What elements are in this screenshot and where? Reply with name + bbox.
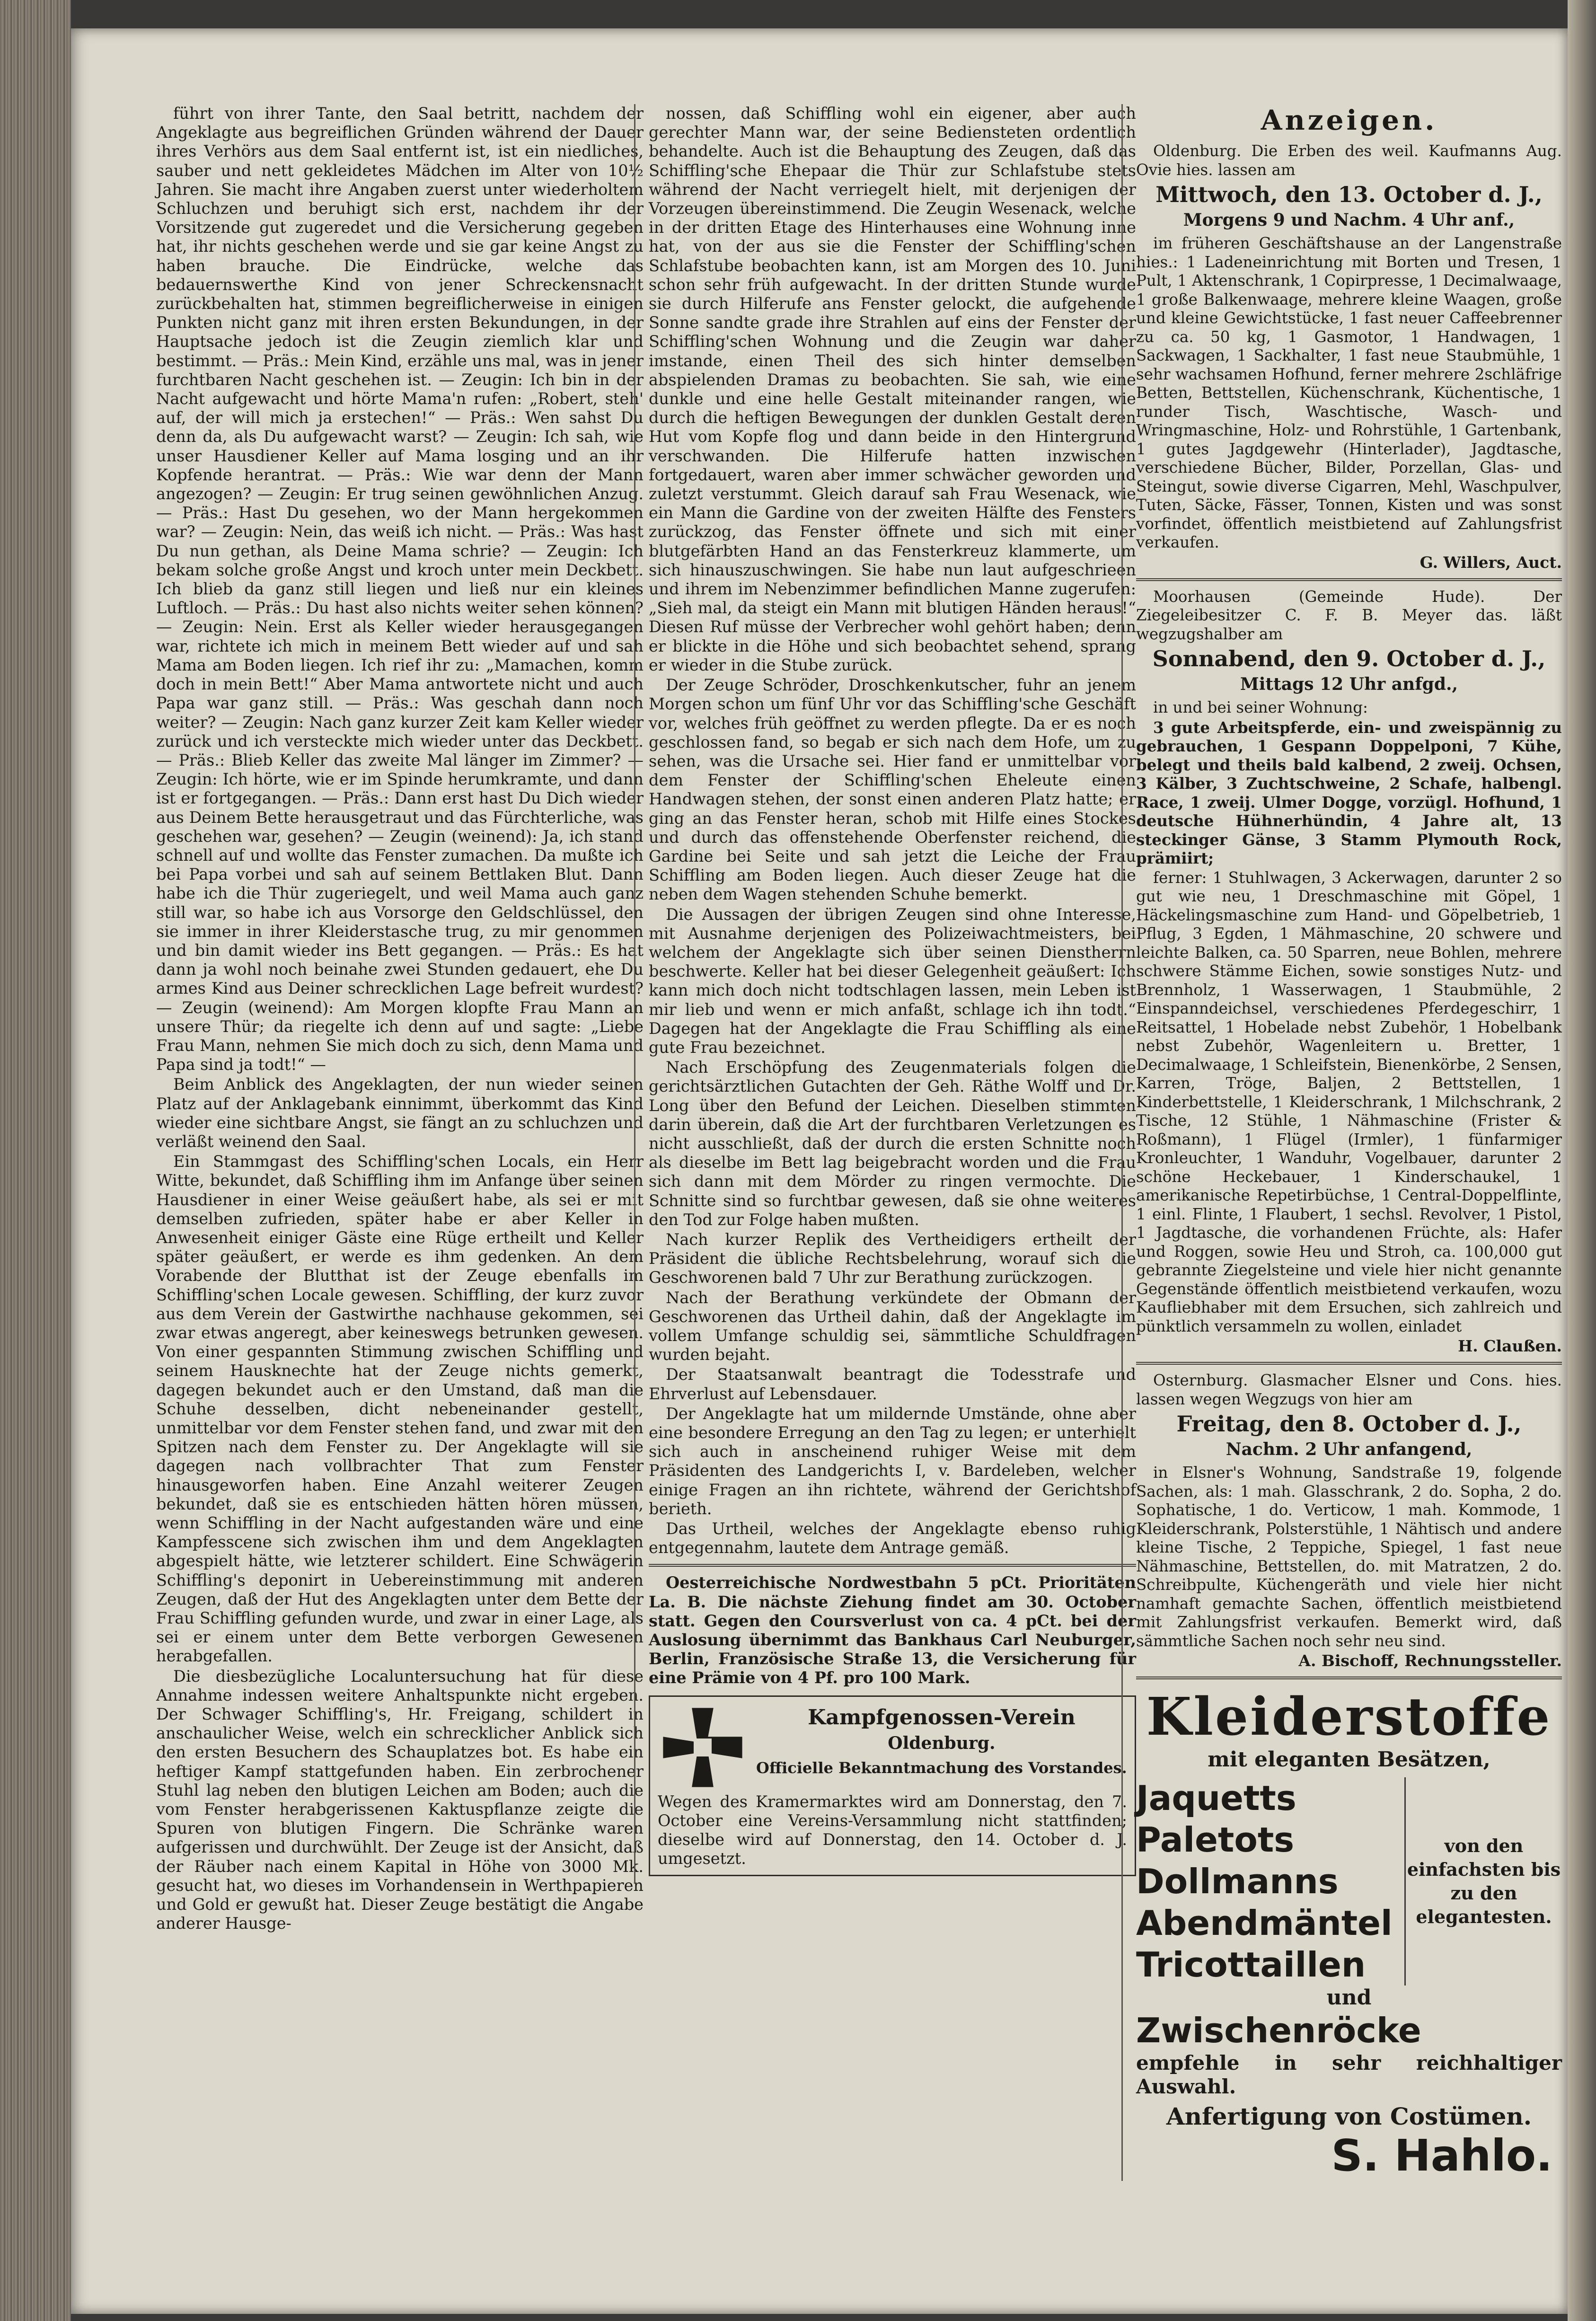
ads-heading: Anzeigen. — [1261, 104, 1437, 136]
paragraph: Der Angeklagte hat um mildernde Umstände, ohne aber eine besondere Erregung an den Tag zu legen; er unterhielt sich auch in anscheinend ruhiger Weise mit dem Präsidenten des Landgerichts I, v. Bardeleben, welcher einige Fragen an ihn richtete, während der Gerichtshof berieth. — [649, 1404, 1136, 1518]
kleider-item: Dollmanns — [1136, 1862, 1339, 1901]
paragraph: Der Zeuge Schröder, Droschkenkutscher, fuhr an jenem Morgen schon um fünf Uhr vor das Schiffling'sche Geschäft vor, welches früh geöffnet zu werden pflegte. Da er es noch geschlossen fand, so begab er sich nach dem Hofe, um zu sehen, was die Ursache sei. Hier fand er unmittelbar vor dem Fenster der Schiffling'schen Eheleute einen Handwagen stehen, der sonst einen anderen Platz hatte; er ging an das Fenster heran, schob mit Hilfe eines Stockes und durch das offenstehende Oberfenster reichend, die Gardine bei Seite und sah jetzt die Leiche der Frau Schiffling am Boden liegen. Auch dieser Zeuge hat die neben dem Wagen stehenden Schuhe bemerkt. — [649, 676, 1136, 904]
bond-notice: Oesterreichische Nordwestbahn 5 pCt. Prioritäten La. B. Die nächste Ziehung findet am 30. October statt. Gegen den Coursverlust von ca. 4 pCt. bei der Auslosung übernimmt das Bankhaus Carl Neuburger, Berlin, Französische Straße 13, die Versicherung für eine Prämie von 4 Pf. pro 100 Mark. — [649, 1573, 1136, 1687]
book-page-edges — [0, 0, 71, 2321]
kleider-side-note: von den einfachsten bis zu den elegantesten. — [1404, 1777, 1562, 1986]
ad3-date: Freitag, den 8. October d. J., — [1176, 1411, 1522, 1437]
column-1 — [156, 104, 644, 1934]
kleider-note: empfehle in sehr reichhaltiger Auswahl. — [1136, 2051, 1562, 2098]
ad3-intro: Osternburg. Glasmacher Elsner und Cons. hies. lassen wegen Wegzugs von hier am — [1136, 1371, 1562, 1408]
ad2-date: Sonnabend, den 9. October d. J., — [1152, 646, 1546, 671]
ad2-time: Mittags 12 Uhr anfgd., — [1240, 674, 1458, 694]
ad2-animals: 3 gute Arbeitspferde, ein- und zweispännig zu gebrauchen, 1 Gespann Doppelponi, 7 Kühe, belegt und theils bald kalbend, 2 zweij. Ochsen, 3 Kälber, 3 Zuchtschweine, 2 Schafe, halbengl. Race, 1 zweij. Ulmer Dogge, vorzügl. Hofhund, 1 deutsche Hühnerhündin, 4 Jahre alt, 13 steckinger Gänse, 3 Stamm Plymouth Rock, prämiirt; — [1136, 718, 1562, 867]
ad1-date: Mittwoch, den 13. October d. J., — [1155, 182, 1543, 207]
paragraph: Der Staatsanwalt beantragt die Todesstrafe und Ehrverlust auf Lebensdauer. — [649, 1365, 1136, 1403]
paragraph: nossen, daß Schiffling wohl ein eigener, aber auch gerechter Mann war, der seine Bediensteten ordentlich behandelte. Auch ist die Behauptung des Zeugen, daß das Schiffling'sche Ehepaar die Thür zur Schlafstube stets während der Nacht verriegelt hielt, mit derjenigen der Vorzeugen übereinstimmend. Die Zeugin Wesenack, welche in der dritten Etage des Hinterhauses eine Wohnung inne hat, von der aus sie die Fenster der Schiffling'schen Schlafstube beobachten kann, ist am Morgen des 10. Juni schon sehr früh aufgewacht. In der dritten Stunde wurde sie durch Hilferufe ans Fenster gelockt, die aufgehende Sonne sandte grade ihre Strahlen auf eins der Fenster der Schiffling'schen Wohnung und die Zeugin war daher imstande, einen Theil des sich hinter demselben abspielenden Dramas zu beobachten. Sie sah, wie eine dunkle und eine helle Gestalt miteinander rangen, wie durch die heftigen Bewegungen der dunklen Gestalt deren Hut vom Kopfe flog und dann beide in den Hintergrund verschwanden. Die Hilferufe hatten inzwischen fortgedauert, waren aber immer schwächer geworden und zuletzt verstummt. Gleich darauf sah Frau Wesenack, wie ein Mann die Gardine von der zweiten Hälfte des Fensters zurückzog, das Fenster öffnete und sich mit einer blutgefärbten Hand an das Fensterkreuz klammerte, um sich hinauszuschwingen. Sie habe nun laut aufgeschrieen und ihrem im Nebenzimmer befindlichen Manne zugerufen: „Sieh mal, da steigt ein Mann mit blutigen Händen heraus!“ Diesen Ruf müsse der Verbrecher wohl gehört haben; denn er blickte in die Höhe und sich beobachtet sehend, sprang er wieder in die Stube zurück. — [649, 104, 1136, 674]
paragraph: führt von ihrer Tante, den Saal betritt, nachdem der Angeklagte aus begreiflichen Gründen während der Dauer ihres Verhörs aus dem Saal entfernt ist, ist ein niedliches, sauber und nett gekleidetes Mädchen im Alter von 10½ Jahren. Sie macht ihre Angaben zuerst unter wiederholtem Schluchzen und beruhigt sich erst, nachdem ihr der Vorsitzende gut zugeredet und die Versicherung gegeben hat, ihr nichts geschehen werde und sie gar keine Angst zu haben brauche. Die Eindrücke, welche das bedauernswerthe Kind von jener Schreckensnacht zurückbehalten hat, stimmen begreiflicherweise in einigen Punkten nicht ganz mit ihren ersten Bekundungen, in der Hauptsache jedoch ist die Zeugin ziemlich klar und bestimmt. — Präs.: Mein Kind, erzähle uns mal, was in jener furchtbaren Nacht geschehen ist. — Zeugin: Ich bin in der Nacht aufgewacht und hörte Mama'n rufen: „Robert, steh' auf, der will mich ja erstechen!“ — Präs.: Wen sahst Du denn da, als Du aufgewacht warst? — Zeugin: Ich sah, wie unser Hausdiener Keller auf Mama losging und an ihr Kopfende herantrat. — Präs.: Wie war denn der Mann angezogen? — Zeugin: Er trug seinen gewöhnlichen Anzug. — Präs.: Hast Du gesehen, wo der Mann hergekommen war? — Zeugin: Nein, das weiß ich nicht. — Präs.: Was hast Du nun gethan, als Deine Mama schrie? — Zeugin: Ich bekam solche große Angst und kroch unter mein Deckbett. Ich blieb da ganz still liegen und ließ nur ein kleines Luftloch. — Präs.: Du hast also nichts weiter sehen können? — Zeugin: Nein. Erst als Keller wieder herausgegangen war, richtete ich mich in meinem Bett wieder auf und sah Mama am Boden liegen. Ich rief ihr zu: „Mamachen, komm doch in mein Bett!“ Aber Mama antwortete nicht und auch Papa war ganz still. — Präs.: Was geschah dann noch weiter? — Zeugin: Nach ganz kurzer Zeit kam Keller wieder zurück und ich versteckte mich wieder unter das Deckbett. — Präs.: Blieb Keller das zweite Mal länger im Zimmer? — Zeugin: Ich hörte, wie er im Spinde herumkramte, und dann ist er fortgegangen. — Präs.: Dann erst hast Du Dich wieder aus Deinem Bette herausgetraut und das Fürchterliche, was geschehen war, gesehen? — Zeugin (weinend): Ja, ich stand schnell auf und wollte das Fenster zumachen. Da mußte ich bei Papa vorbei und sah auf seinem Bettlaken Blut. Dann habe ich die Thür zugeriegelt, und weil Mama auch ganz still war, so habe ich aus Vorsorge den Geldschlüssel, den sie immer in ihrer Kleiderstasche trug, zu mir genommen und bin damit wieder ins Bett gegangen. — Präs.: Es hat dann ja wohl noch beinahe zwei Stunden gedauert, ehe Du armes Kind aus Deiner schrecklichen Lage befreit wurdest? — Zeugin (weinend): Am Morgen klopfte Frau Mann an unsere Thür; da riegelte ich denn auf und sagte: „Liebe Frau Mann, nehmen Sie mich doch zu sich, denn Mama und Papa sind ja todt!“ — — [156, 104, 644, 1074]
kleider-und: und — [1326, 1986, 1372, 2010]
paragraph: Nach Erschöpfung des Zeugenmaterials folgen die gerichtsärztlichen Gutachten der Geh. Räthe Wolff und Dr. Long über den Befund der Leichen. Dieselben stimmten darin überein, daß die Art der furchtbaren Verletzungen es nicht ausschließt, daß der durch die ersten Schnitte noch als dieselbe im Bett lag beigebracht worden und die Frau sich dann mit dem Mörder zu ringen vermochte. Die Schnitte sind so furchtbar gewesen, daß sie ohne weiteres den Tod zur Folge haben mußten. — [649, 1058, 1136, 1229]
kleiderstoffe-ad — [1136, 1686, 1562, 2181]
divider — [649, 1564, 1136, 1567]
kleider-item: Jaquetts — [1136, 1778, 1296, 1818]
kleider-subtitle: mit eleganten Besätzen, — [1208, 1747, 1490, 1772]
kleider-item: Paletots — [1136, 1820, 1295, 1860]
paragraph: Das Urtheil, welches der Angeklagte ebenso ruhig entgegennahm, lautete dem Antrage gemäß. — [649, 1519, 1136, 1557]
kleider-signature: S. Hahlo. — [1331, 2130, 1552, 2181]
divider — [1136, 578, 1562, 581]
ad2-lead: in und bei seiner Wohnung: — [1153, 698, 1368, 716]
kleider-last-item: Zwischenröcke — [1136, 2011, 1421, 2050]
column-2 — [634, 104, 1136, 1884]
newspaper-page — [71, 28, 1568, 2314]
paragraph: Beim Anblick des Angeklagten, der nun wieder seinen Platz auf der Anklagebank einnimmt, überkommt das Kind wieder eine sichtbare Angst, sie fängt an zu schluchzen und verläßt weinend den Saal. — [156, 1075, 644, 1151]
paragraph: Nach der Berathung verkündete der Obmann der Geschworenen das Urtheil dahin, daß der Angeklagte im vollem Umfange schuldig sei, sämmtliche Schuldfragen wurden bejaht. — [649, 1288, 1136, 1364]
iron-cross-icon — [658, 1703, 748, 1792]
column-3-ads — [1121, 104, 1562, 2181]
kleider-anfertigung: Anfertigung von Costümen. — [1166, 2102, 1532, 2130]
book-spine-shadow — [1568, 0, 1596, 2321]
ad1-time: Morgens 9 und Nachm. 4 Uhr anf., — [1183, 210, 1515, 230]
ad3-signature: A. Bischoff, Rechnungssteller. — [1298, 1651, 1562, 1670]
ad3-body: in Elsner's Wohnung, Sandstraße 19, folgende Sachen, als: 1 mah. Glasschrank, 2 do. Sopha, 2 do. Sophatische, 1 do. Verticow, 1 mah. Kommode, 1 Kleiderschrank, Polsterstühle, 1 Nähtisch und andere kleine Tische, 2 Teppiche, Spiegel, 1 fast neue Nähmaschine, Bettstellen, do. mit Matratzen, 2 do. Schreibpulte, Küchengeräth und viele hier nicht namhaft gemachte Sachen, öffentlich meistbietend mit Zahlungsfrist verkaufen. Bemerkt wird, daß sämmtliche Sachen noch sehr neu sind. — [1136, 1464, 1562, 1650]
divider — [1136, 1677, 1562, 1679]
ad1-body: im früheren Geschäftshause an der Langenstraße hies.: 1 Ladeneinrichtung mit Borten und Tresen, 1 Pult, 1 Aktenschrank, 1 Copirpresse, 1 Decimalwaage, 1 große Balkenwaage, mehrere kleine Waagen, große und kleine Gewichtstücke, 1 fast neuer Caffeebrenner zu ca. 50 kg, 1 Gasmotor, 1 Handwagen, 1 Sackwagen, 1 Sackhalter, 1 fast neue Staubmühle, 1 sehr wachsamen Hofhund, ferner mehrere 2schläfrige Betten, Bettstellen, Küchenschrank, Küchentische, 1 runder Tisch, Waschtische, Wasch- und Wringmaschine, Holz- und Rohrstühle, 1 Gartenbank, 1 gutes Jagdgewehr (Hinterlader), Jagdtasche, verschiedene Bücher, Bilder, Porzellan, Glas- und Steingut, sowie diverse Cigarren, Mehl, Waschpulver, Tuten, Säcke, Fässer, Tonnen, Kisten und was sonst vorfindet, öffentlich meistbietend auf Zahlungsfrist verkaufen. — [1136, 234, 1562, 551]
paragraph: Ein Stammgast des Schiffling'schen Locals, ein Herr Witte, bekundet, daß Schiffling ihm im Anfange über seinen Hausdiener in einer Weise geäußert habe, als sei er mit demselben zufrieden, später habe er aber Keller in Anwesenheit einiger Gäste eine Rüge ertheilt und Keller später geäußert, er werde es ihm gedenken. An dem Vorabende der Blutthat ist der Zeuge ebenfalls im Schiffling'schen Locale gewesen. Schiffling, der kurz zuvor aus dem Verein der Gastwirthe nachhause gekommen, sei zwar etwas angeregt, aber keineswegs betrunken gewesen. Von einer gespannten Stimmung zwischen Schiffling und seinem Hausknechte hat der Zeuge nichts gemerkt, dagegen bekundet auch er den Umstand, daß man die Schuhe desselben, dicht nebeneinander gestellt, unmittelbar vor dem Fenster stehen fand, und zwar mit den Spitzen nach dem Fenster zu. Der Angeklagte will sie dagegen nach vollbrachter That zum Fenster hinausgeworfen haben. Eine Anzahl weiterer Zeugen bekundet, daß sie es entschieden hätten hören müssen, wenn Schiffling in der Nacht aufgestanden wäre und eine Kampfesscene sich zwischen ihm und dem Angeklagten abgespielt hätte, wie letzterer schildert. Eine Schwägerin Schiffling's deponirt in Uebereinstimmung mit anderen Zeugen, daß der Hut des Angeklagten unter dem Bette der Frau Schiffling gefunden wurde, und zwar in einer Lage, als sei er einem unter dem Bette verborgen Gewesenen herabgefallen. — [156, 1152, 644, 1666]
ad1-intro: Oldenburg. Die Erben des weil. Kaufmanns Aug. Ovie hies. lassen am — [1136, 142, 1562, 179]
kleider-item: Abendmäntel — [1136, 1903, 1393, 1943]
ad2-signature: H. Claußen. — [1458, 1337, 1562, 1355]
verein-city: Oldenburg. — [888, 1733, 996, 1753]
kleider-item: Tricottaillen — [1136, 1945, 1366, 1985]
paragraph: Nach kurzer Replik des Vertheidigers ertheilt der Präsident die übliche Rechtsbelehrung, worauf sich die Geschworenen bald 7 Uhr zur Berathung zurückzogen. — [649, 1230, 1136, 1287]
ad2-body: ferner: 1 Stuhlwagen, 3 Ackerwagen, darunter 2 so gut wie neu, 1 Dreschmaschine mit Göpel, 1 Häckelingsmaschine zum Hand- und Göpelbetrieb, 1 Pflug, 3 Egden, 1 Mähmaschine, 20 schwere und leichte Balken, ca. 50 Sparren, neue Bohlen, mehrere schwere Stämme Eichen, sowie sonstiges Nutz- und Brennholz, 1 Wasserwagen, 1 Staubmühle, 2 Einspanndeichsel, verschiedenes Pferdegeschirr, 1 Reitsattel, 1 Hobelade nebst Zubehör, 1 Hobelbank nebst Zubehör, Wagenleitern u. Bretter, 1 Decimalwaage, 1 Schleifstein, Bienenkörbe, 2 Sensen, Karren, Tröge, Baljen, 2 Bettstellen, 1 Kinderbettstelle, 1 Kleiderschrank, 1 Milchschrank, 2 Tische, 12 Stühle, 1 Nähmaschine (Frister & Roßmann), 1 Flügel (Irmler), 1 fünfarmiger Kronleuchter, 1 Wanduhr, Vogelbauer, darunter 2 schöne Heckebauer, 1 Kinderschaukel, 1 amerikanische Repetirbüchse, 1 Central-Doppelflinte, 1 einl. Flinte, 1 Flaubert, 1 sechsl. Revolver, 1 Pistol, 1 Jagdtasche, die vorhandenen Früchte, als: Hafer und Roggen, sowie Heu und Stroh, ca. 100,000 gut gebrannte Ziegelsteine und viele hier nicht genannte Gegenstände öffentlich meistbietend verkaufen, wozu Kaufliebhaber mit dem Ersuchen, sich zahlreich und pünktlich versammeln zu wollen, einladet — [1136, 868, 1562, 1335]
kleider-title: Kleiderstoffe — [1146, 1686, 1552, 1747]
ad2-intro: Moorhausen (Gemeinde Hude). Der Ziegeleibesitzer C. F. B. Meyer das. läßt wegzugshalber am — [1136, 587, 1562, 643]
verein-title: Kampfgenossen-Verein — [808, 1705, 1076, 1730]
verein-subtitle: Officielle Bekanntmachung des Vorstandes. — [756, 1758, 1127, 1777]
ad3-time: Nachm. 2 Uhr anfangend, — [1226, 1439, 1473, 1459]
ad1-signature: G. Willers, Auct. — [1420, 553, 1562, 572]
divider — [1136, 1362, 1562, 1365]
verein-text: Wegen des Kramermarktes wird am Donnerstag, den 7. October eine Vereins-Versammlung nicht stattfinden; dieselbe wird auf Donnerstag, den 14. October d. J. umgesetzt. — [658, 1792, 1127, 1868]
paragraph: Die Aussagen der übrigen Zeugen sind ohne Interesse, mit Ausnahme derjenigen des Polizeiwachtmeisters, bei welchem der Angeklagte sich über seinen Dienstherrn beschwerte. Keller hat bei dieser Gelegenheit geäußert: Ich kann mich doch nicht todtschlagen lassen, mein Leben ist mir lieb und wenn er mich anfaßt, schlage ich ihn todt.“ Dagegen hat der Angeklagte die Frau Schiffling als eine gute Frau bezeichnet. — [649, 905, 1136, 1057]
verein-notice — [649, 1695, 1136, 1877]
paragraph: Die diesbezügliche Localuntersuchung hat für diese Annahme indessen weitere Anhaltspunkte nicht ergeben. Der Schwager Schiffling's, Hr. Freigang, schildert in anschaulicher Weise, welch ein schrecklicher Anblick sich den ersten Besuchern des Schauplatzes bot. Es habe ein heftiger Kampf stattgefunden haben. Ein zerbrochener Stuhl lag neben den blutigen Leichen am Boden; auch die vom Fenster herabgerissenen Kaktuspflanze zeigte die Spuren von blutigen Fingern. Die Schränke waren aufgerissen und durchwühlt. Der Zeuge ist der Ansicht, daß der Räuber nach einem Kapital in Höhe von 3000 Mk. gesucht hat, wo dieses im Vorhandensein in Werthpapieren und Gold er gewußt hat. Dieser Zeuge bestätigt die Angabe anderer Hausge- — [156, 1667, 644, 1933]
